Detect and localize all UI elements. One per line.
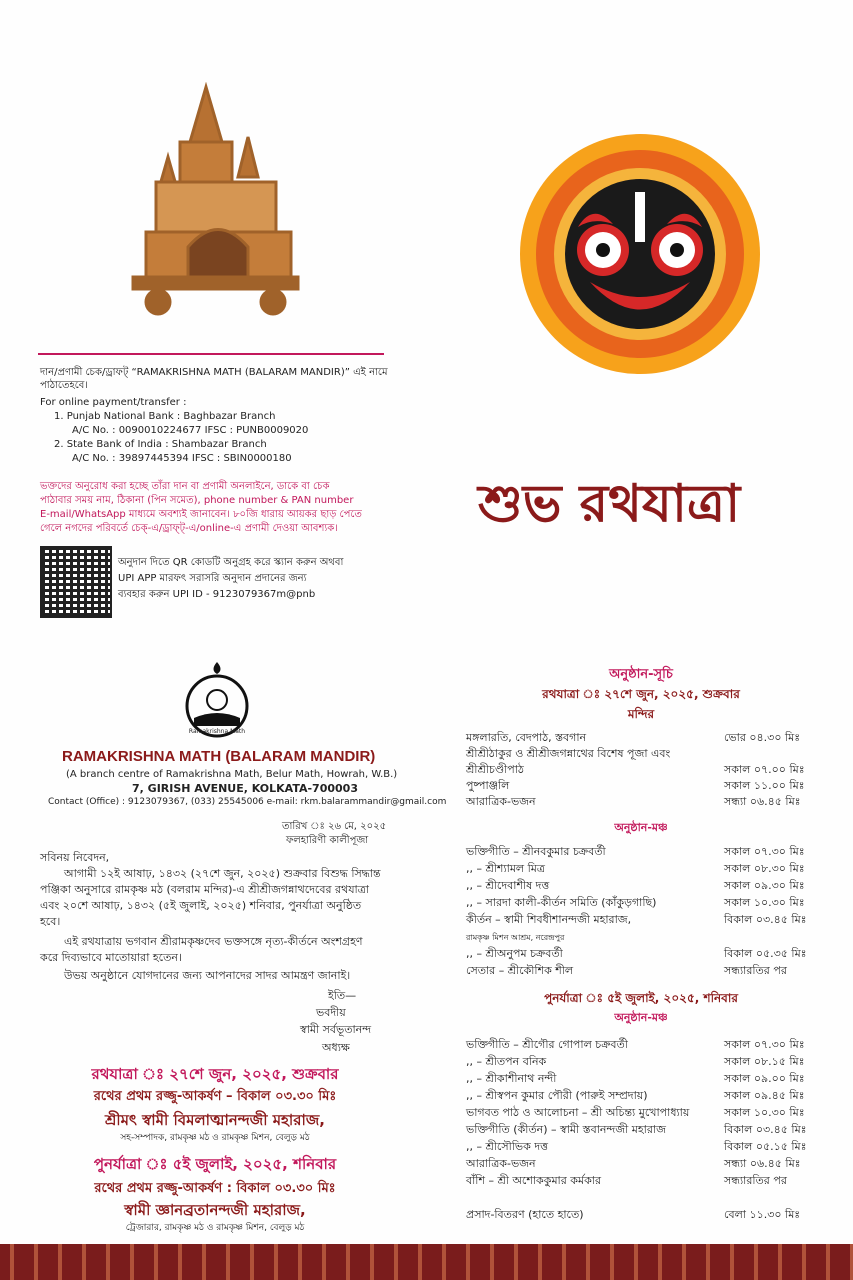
letter-line: করে দিব্যভাবে মাতোয়ারা হতেন। [40, 951, 182, 964]
schedule-item: ভক্তিগীতি – শ্রীগৌর গোপাল চক্রবর্তী [466, 1038, 628, 1051]
schedule-row [466, 1121, 826, 1138]
schedule-row [466, 860, 826, 877]
letter-line: এবং ২০শে আষাঢ়, ১৪৩২ (৫ই জুলাই, ২০২৫) শনিবার, পুনর্যাত্রা অনুষ্ঠিত [40, 899, 362, 912]
schedule-item: ,, – শ্রীতপন বনিক [466, 1055, 547, 1068]
schedule-row [466, 794, 826, 810]
punar-rope-pull: রথের প্রথম রজ্জু-আকর্ষণ : বিকাল ০৩.৩০ মিঃ [94, 1181, 336, 1196]
schedule-item: আরাত্রিক-ভজন [466, 795, 536, 808]
schedule-row [466, 894, 826, 911]
schedule-row [466, 928, 826, 945]
schedule-item: প্রসাদ-বিতরণ (হাতে হাতে) [466, 1208, 584, 1221]
schedule-time: সকাল ১১.০০ মিঃ [724, 779, 805, 792]
letter-salutation: সবিনয় নিবেদন, [40, 851, 110, 864]
schedule-item: বাঁশি – শ্রী অশোককুমার কর্মকার [466, 1174, 602, 1187]
letter-sign: অধ্যক্ষ [322, 1041, 350, 1054]
schedule-row [466, 962, 826, 979]
schedule-item: পুষ্পাঞ্জলি [466, 779, 510, 792]
schedule-row [466, 762, 826, 778]
jagannath-icon [518, 132, 762, 376]
schedule-row [466, 1155, 826, 1172]
qr-instruction: অনুদান দিতে QR কোডটি অনুগ্রহ করে স্ক্যান করুন অথবা [118, 557, 344, 568]
schedule-row [466, 746, 826, 762]
schedule-item: কীর্তন – স্বামী শিবধীশানন্দজী মহারাজ, [466, 913, 632, 926]
rath-guest: শ্রীমৎ স্বামী বিমলাত্মানন্দজী মহারাজ, [105, 1111, 325, 1129]
bank2-name: 2. State Bank of India : Shambazar Branch [54, 439, 267, 450]
schedule-title: অনুষ্ঠান-সূচি [609, 667, 673, 682]
schedule-time: সন্ধ্যারতির পর [724, 1174, 787, 1187]
schedule-item: ,, – শ্রীঅনুপম চক্রবর্তী [466, 947, 563, 960]
schedule-item: ,, – শ্রীকাশীনাথ নন্দী [466, 1072, 557, 1085]
request-line: পাঠাবার সময় নাম, ঠিকানা (পিন সমেত), phone number & PAN number [40, 495, 354, 506]
temple-illustration [128, 82, 303, 322]
schedule-item: ,, – শ্রীস্বপন কুমার পৌরী (পারুই সম্প্রদায়) [466, 1089, 648, 1102]
schedule-item: ,, – শ্রীদেবাশীষ দত্ত [466, 879, 550, 892]
schedule-row [466, 945, 826, 962]
stage-list-1 [466, 843, 826, 979]
schedule-row [466, 877, 826, 894]
letter-date-note: ফলহারিণী কালীপূজা [286, 835, 369, 846]
schedule-time: সন্ধ্যারতির পর [724, 964, 787, 977]
temple-heading: মন্দির [627, 707, 655, 721]
letter-line: এই রথযাত্রায় ভগবান শ্রীরামকৃষ্ণদেব ভক্তসঙ্গে নৃত্য-কীর্তনে অংশগ্রহণ [64, 935, 363, 948]
stage-heading: অনুষ্ঠান-মঞ্চ [614, 821, 668, 834]
stage-heading: অনুষ্ঠান-মঞ্চ [614, 1011, 668, 1024]
schedule-item: মঙ্গলারতি, বেদপাঠ, স্তবগান [466, 731, 587, 744]
bank2-account: A/C No. : 39897445394 IFSC : SBIN0000180 [72, 453, 292, 464]
schedule-item: রামকৃষ্ণ মিশন আশ্রম, নরেন্দ্রপুর [466, 933, 565, 942]
rath-rope-pull: রথের প্রথম রজ্জু-আকর্ষণ – বিকাল ০৩.৩০ মিঃ [93, 1089, 337, 1104]
qr-instruction: UPI APP মারফৎ সরাসরি অনুদান প্রদানের জন্য [118, 573, 307, 584]
schedule-item: ভক্তিগীতি – শ্রীনবকুমার চক্রবর্তী [466, 845, 606, 858]
schedule-row [466, 843, 826, 860]
schedule-time: সকাল ০৯.৪৫ মিঃ [724, 1089, 805, 1102]
schedule-time: বিকাল ০৫.১৫ মিঃ [724, 1140, 807, 1153]
schedule-row [466, 730, 826, 746]
schedule-time: বিকাল ০৫.৩৫ মিঃ [724, 947, 807, 960]
schedule-time: সকাল ০৭.৩০ মিঃ [724, 1038, 805, 1051]
schedule-time: সন্ধ্যা ০৬.৪৫ মিঃ [724, 795, 801, 808]
schedule-row [466, 1138, 826, 1155]
temple-list [466, 730, 826, 810]
letter-sign: ভবদীয় [316, 1006, 346, 1019]
bank1-account: A/C No. : 0090010224677 IFSC : PUNB0009020 [72, 425, 309, 436]
payment-intro: দান/প্রণামী চেক/ড্রাফট্‌ “RAMAKRISHNA MATH (BALARAM MANDIR)” এই নামে পাঠাতেহবে। [40, 367, 388, 391]
schedule-row [466, 1053, 826, 1070]
schedule-item: শ্রীশ্রীঠাকুর ও শ্রীশ্রীজগন্নাথের বিশেষ পূজা এবং [466, 747, 671, 760]
org-address: 7, GIRISH AVENUE, KOLKATA-700003 [132, 782, 358, 795]
schedule-time: সকাল ০৭.০০ মিঃ [724, 763, 805, 776]
schedule-time: সকাল ০৯.০০ মিঃ [724, 1072, 805, 1085]
schedule-item: আরাত্রিক-ভজন [466, 1157, 536, 1170]
schedule-item: ভক্তিগীতি (কীর্তন) – স্বামী স্তবানন্দজী মহারাজ [466, 1123, 666, 1136]
schedule-time: বিকাল ০৩.৪৫ মিঃ [724, 1123, 807, 1136]
schedule-row [466, 911, 826, 928]
schedule-item: ,, – শ্রীশ্যামল মিত্র [466, 862, 545, 875]
letter-line: হবে। [40, 915, 61, 928]
schedule-row [466, 1087, 826, 1104]
letter-line: আগামী ১২ই আষাঢ়, ১৪৩২ (২৭শে জুন, ২০২৫) শুক্রবার বিশুদ্ধ সিদ্ধান্ত [64, 867, 381, 880]
schedule-time: সকাল ১০.৩০ মিঃ [724, 1106, 805, 1119]
punar-date: পুনর্যাত্রা ঃ ৫ই জুলাই, ২০২৫, শনিবার [93, 1155, 337, 1173]
bank1-name: 1. Punjab National Bank : Baghbazar Branch [54, 411, 276, 422]
letter-line: উভয় অনুষ্ঠানে যোগদানের জন্য আপনাদের সাদর আমন্ত্রণ জানাই। [64, 969, 351, 982]
schedule-item: শ্রীশ্রীচণ্ডীপাঠ [466, 763, 524, 776]
schedule-time: বেলা ১১.৩০ মিঃ [724, 1208, 801, 1221]
punar-heading: পুনর্যাত্রা ঃ ৫ই জুলাই, ২০২৫, শনিবার [544, 991, 738, 1005]
schedule-time: সকাল ০৯.৩০ মিঃ [724, 879, 805, 892]
schedule-item: সেতার – শ্রীকৌশিক শীল [466, 964, 574, 977]
stage-list-2 [466, 1036, 826, 1223]
schedule-row [466, 778, 826, 794]
punar-guest-title: ট্রেজারার, রামকৃষ্ণ মঠ ও রামকৃষ্ণ মিশন, বেলুড় মঠ [125, 1223, 305, 1233]
letter-sign: স্বামী সর্বভূতানন্দ [300, 1023, 372, 1036]
online-heading: For online payment/transfer : [40, 397, 187, 408]
request-line: গেলে নগদের পরিবর্তে চেক্-এ/ড্রাফ্‌ট্-এ/online-এ প্রণামী দেওয়া আবশ্যক। [40, 523, 338, 534]
schedule-item: ভাগবত পাঠ ও আলোচনা – শ্রী অচিন্ত্য মুখোপাধ্যায় [466, 1106, 690, 1119]
schedule-time: সকাল ১০.৩০ মিঃ [724, 896, 805, 909]
letter-sign: ইতি— [328, 989, 357, 1002]
schedule-row [466, 1104, 826, 1121]
letter-line: পঞ্জিকা অনুসারে রামকৃষ্ণ মঠ (বলরাম মন্দির)-এ শ্রীশ্রীজগন্নাথদেবের রথযাত্রা [40, 883, 369, 896]
org-contact: Contact (Office) : 9123079367, (033) 25545006 e-mail: rkm.balarammandir@gmail.com [48, 797, 447, 807]
org-name: RAMAKRISHNA MATH (BALARAM MANDIR) [62, 748, 376, 765]
qr-code[interactable] [40, 546, 112, 618]
schedule-row [466, 1206, 826, 1223]
letter-date: তারিখ ঃ ২৬ মে, ২০২৫ [282, 821, 387, 832]
schedule-row [466, 1189, 826, 1206]
schedule-time: সকাল ০৭.৩০ মিঃ [724, 845, 805, 858]
emblem-text: Ramakrishna Math [188, 728, 246, 735]
greeting-title: শুভ রথযাত্রা [478, 473, 741, 534]
schedule-row [466, 1172, 826, 1189]
schedule-row [466, 1036, 826, 1053]
schedule-item: ,, – সারদা কালী-কীর্তন সমিতি (কাঁকুড়গাছি) [466, 896, 657, 909]
schedule-time: সন্ধ্যা ০৬.৪৫ মিঃ [724, 1157, 801, 1170]
request-line: E-mail/WhatsApp মাধ্যমে অবশ্যই জানাবেন। ৮০জি ধারায় আয়কর ছাড় পেতে [40, 509, 362, 520]
emblem-logo [184, 660, 250, 738]
schedule-time: ভোর ০৪.৩০ মিঃ [724, 731, 801, 744]
divider [38, 353, 384, 355]
schedule-time: সকাল ০৮.১৫ মিঃ [724, 1055, 805, 1068]
rath-date: রথযাত্রা ঃ ২৭শে জুন, ২০২৫, শুক্রবার [91, 1065, 339, 1083]
org-branch: (A branch centre of Ramakrishna Math, Belur Math, Howrah, W.B.) [66, 769, 398, 780]
punar-guest: স্বামী জ্ঞানব্রতানন্দজী মহারাজ, [124, 1201, 306, 1219]
schedule-time: বিকাল ০৩.৪৫ মিঃ [724, 913, 807, 926]
qr-instruction: ব্যবহার করুন UPI ID - 9123079367m@pnb [118, 589, 316, 600]
decorative-border [0, 1244, 853, 1280]
schedule-row [466, 1070, 826, 1087]
schedule-time: সকাল ০৮.৩০ মিঃ [724, 862, 805, 875]
rath-guest-title: সহ-সম্পাদক, রামকৃষ্ণ মঠ ও রামকৃষ্ণ মিশন, বেলুড় মঠ [120, 1133, 310, 1143]
schedule-item: ,, – শ্রীসৌভিক দত্ত [466, 1140, 548, 1153]
schedule-rath-heading: রথযাত্রা ঃ ২৭শে জুন, ২০২৫, শুক্রবার [542, 687, 740, 701]
request-line: ভক্তদের অনুরোধ করা হচ্ছে তাঁরা দান বা প্রণামী অনলাইনে, ডাকে বা চেক [40, 481, 330, 492]
